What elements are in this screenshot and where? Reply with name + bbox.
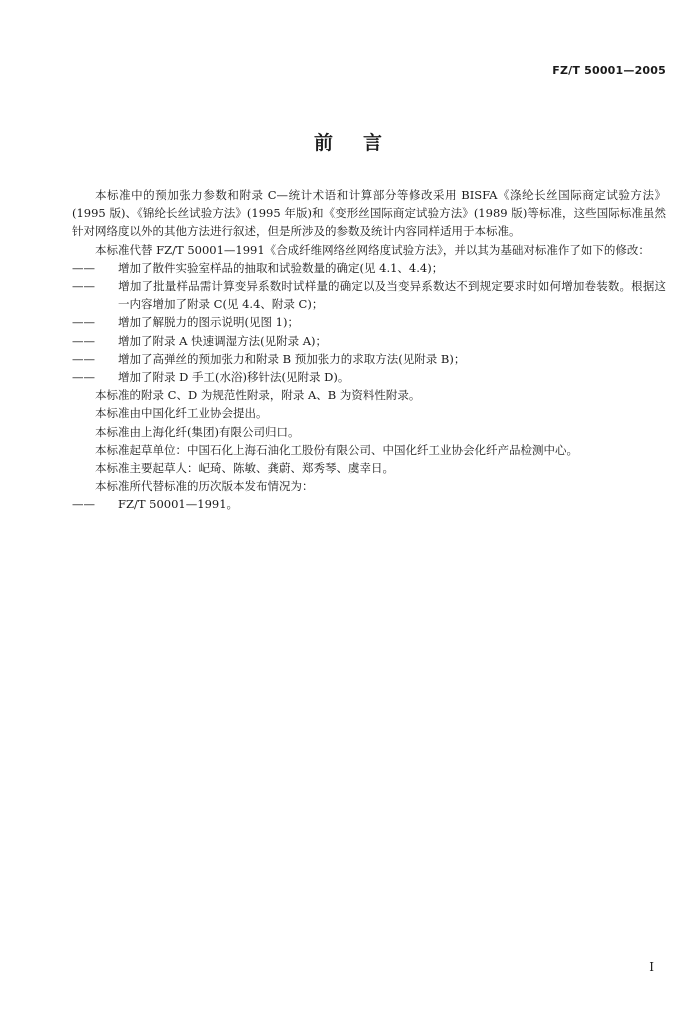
change-item bbox=[72, 277, 666, 313]
change-item-text: 增加了解脱力的图示说明(见图 1)； bbox=[118, 315, 299, 330]
change-item bbox=[72, 332, 666, 350]
statement-administrator: 本标准由上海化纤(集团)有限公司归口。 bbox=[95, 424, 300, 439]
statement-annex-types: 本标准的附录 C、D 为规范性附录，附录 A、B 为资料性附录。 bbox=[95, 388, 421, 403]
history-item-text: FZ/T 50001—1991。 bbox=[118, 497, 239, 512]
change-item bbox=[72, 350, 666, 368]
paragraph-adoption: 本标准中的预加张力参数和附录 C—统计术语和计算部分等修改采用 BISFA《涤纶长丝国际商定试验方法》(1995 版)、《锦纶长丝试验方法》(1995 年版)和《变形丝国际商定试验方法》(1989 版)等标准，这些国际标准虽然针对网络度以外的其他方法进行叙述，但是所涉及的参数及统计内容同样适用于本标准。 bbox=[72, 188, 666, 239]
change-item bbox=[72, 313, 666, 331]
history-item bbox=[72, 495, 666, 513]
foreword-body bbox=[72, 186, 666, 514]
page-number: I bbox=[649, 960, 654, 974]
dash-mark: —— bbox=[72, 370, 95, 385]
statement-drafting-units: 本标准起草单位：中国石化上海石油化工股份有限公司、中国化纤工业协会化纤产品检测中心。 bbox=[95, 442, 578, 457]
statement-proposer: 本标准由中国化纤工业协会提出。 bbox=[95, 406, 268, 421]
statement-history-intro: 本标准所代替标准的历次版本发布情况为： bbox=[95, 479, 314, 494]
dash-mark: —— bbox=[72, 315, 95, 330]
change-item-text: 增加了高弹丝的预加张力和附录 B 预加张力的求取方法(见附录 B)； bbox=[118, 351, 466, 366]
change-item bbox=[72, 259, 666, 277]
paragraph-replacement: 本标准代替 FZ/T 50001—1991《合成纤维网络丝网络度试验方法》，并以其为基础对标准作了如下的修改： bbox=[95, 242, 650, 257]
dash-mark: —— bbox=[72, 333, 95, 348]
dash-mark: —— bbox=[72, 497, 95, 512]
dash-mark: —— bbox=[72, 260, 95, 275]
change-item-text: 增加了散件实验室样品的抽取和试验数量的确定(见 4.1、4.4)； bbox=[118, 260, 444, 275]
change-item-text: 增加了批量样品需计算变异系数时试样量的确定以及当变异系数达不到规定要求时如何增加卷装数。根据这一内容增加了附录 C(见 4.4、附录 C)； bbox=[118, 279, 666, 312]
page-title: 前言 bbox=[313, 132, 412, 154]
dash-mark: —— bbox=[72, 351, 95, 366]
change-item-text: 增加了附录 D 手工(水浴)移针法(见附录 D)。 bbox=[118, 370, 350, 385]
change-item-text: 增加了附录 A 快速调湿方法(见附录 A)； bbox=[118, 333, 328, 348]
change-item bbox=[72, 368, 666, 386]
dash-mark: —— bbox=[72, 279, 95, 294]
standard-code: FZ/T 50001—2005 bbox=[552, 64, 666, 77]
statement-drafters: 本标准主要起草人：屺琦、陈敏、龚蔚、郑秀琴、虞幸日。 bbox=[95, 461, 394, 476]
